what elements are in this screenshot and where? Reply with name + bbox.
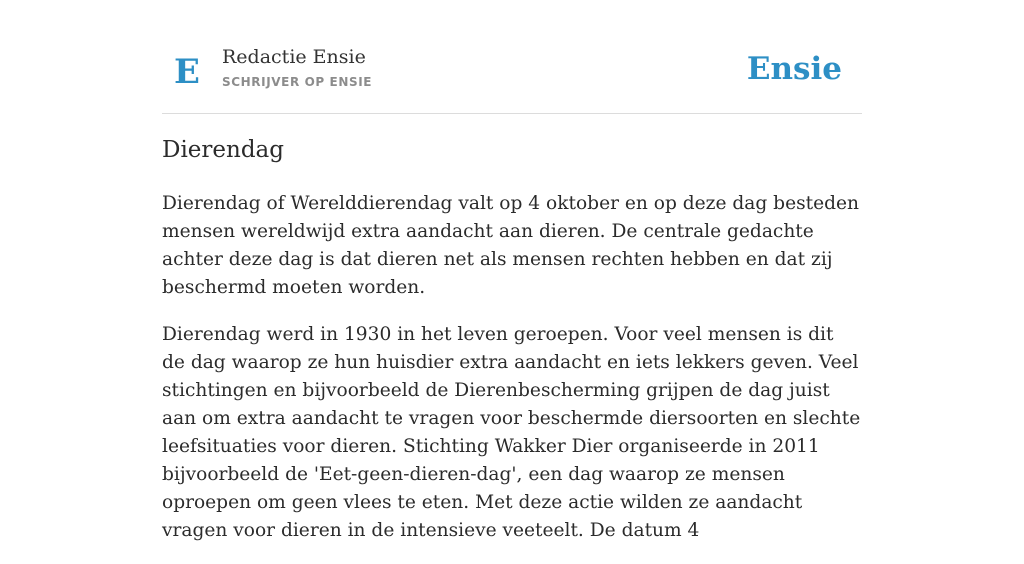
author-role: SCHRIJVER OP ENSIE <box>222 75 373 89</box>
article-paragraph: Dierendag of Werelddierendag valt op 4 oktober en op deze dag besteden mensen wereldwijd extra aandacht aan dieren. De centrale gedachte achter deze dag is dat dieren net als mensen rechten hebben en dat zij beschermd moeten worden. <box>162 193 859 298</box>
article-body <box>162 190 862 564</box>
author-name[interactable]: Redactie Ensie <box>222 46 366 68</box>
author-avatar[interactable]: E <box>174 52 200 92</box>
ensie-logo[interactable]: Ensie <box>746 51 842 87</box>
article-paragraph: Dierendag werd in 1930 in het leven geroepen. Voor veel mensen is dit de dag waarop ze hun huisdier extra aandacht en iets lekkers geven. Veel stichtingen en bijvoorbeeld de Dierenbescherming grijpen de dag juist aan om extra aandacht te vragen voor beschermde diersoorten en slechte leefsituaties voor dieren. Stichting Wakker Dier organiseerde in 2011 bijvoorbeeld de 'Eet-geen-dieren-dag', een dag waarop ze mensen oproepen om geen vlees te eten. Met deze actie wilden ze aandacht vragen voor dieren in de intensieve veeteelt. De datum 4 <box>162 324 861 541</box>
article-title: Dierendag <box>162 137 284 163</box>
author-header <box>162 36 862 114</box>
